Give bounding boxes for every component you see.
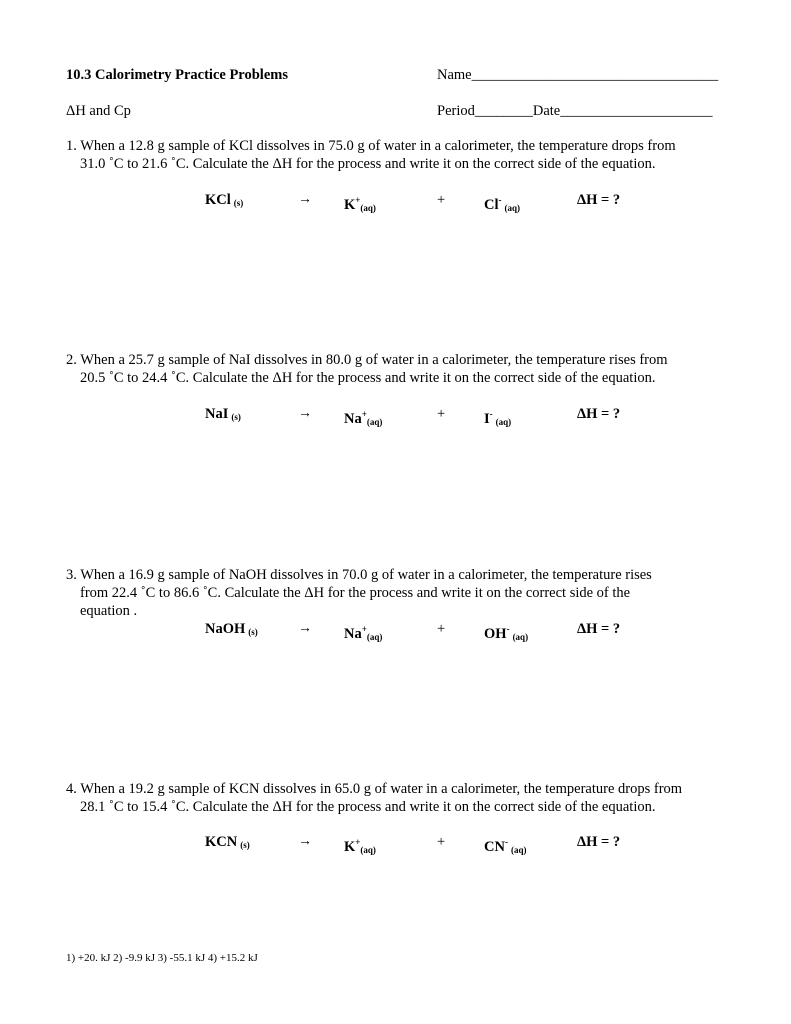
anion-product: $CN^-_{(aq)}$ [484, 837, 527, 855]
problem-3-line-3: equation . [80, 603, 138, 619]
delta-h-unknown: ΔH = ? [577, 192, 621, 208]
problem-3-line-2: from 22.4 ˚C to 86.6 ˚C. Calculate the ΔH for the process and write it on the correct side of the [80, 585, 631, 601]
period-date-label: Period________Date_____________________ [437, 103, 713, 119]
reaction-arrow: → [298, 834, 312, 849]
problem-1-line-2: 31.0 ˚C to 21.6 ˚C. Calculate the ΔH for the process and write it on the correct side of the equation. [80, 156, 656, 172]
problem-4-line-1: 4. When a 19.2 g sample of KCN dissolves in 65.0 g of water in a calorimeter, the temperature drops from [66, 781, 683, 797]
reactant: KCl $_{(s)}$ [205, 192, 244, 208]
problem-2-line-2: 20.5 ˚C to 24.4 ˚C. Calculate the ΔH for the process and write it on the correct side of the equation. [80, 370, 656, 386]
problem-2-line-1: 2. When a 25.7 g sample of NaI dissolves in 80.0 g of water in a calorimeter, the temperature rises from [66, 352, 668, 368]
delta-h-unknown: ΔH = ? [577, 834, 621, 850]
problem-1-text [66, 137, 736, 173]
problem-3-line-1: 3. When a 16.9 g sample of NaOH dissolves in 70.0 g of water in a calorimeter, the temperature rises [66, 567, 652, 583]
subtitle-delta-h: ΔH [66, 103, 86, 119]
plus-sign: + [437, 834, 446, 850]
reaction-arrow: → [298, 406, 312, 421]
anion-product: $OH^-_{(aq)}$ [484, 624, 529, 642]
delta-h-unknown: ΔH = ? [577, 406, 621, 422]
anion-product: $Cl^-_{(aq)}$ [484, 195, 520, 213]
problem-2-text [66, 351, 736, 387]
problem-4-text [66, 780, 736, 816]
anion-product: $I^-_{(aq)}$ [484, 409, 512, 427]
worksheet-subtitle [66, 102, 131, 120]
reactant: KCN $_{(s)}$ [205, 834, 250, 850]
cation-product: K+(aq) [344, 195, 376, 213]
plus-sign: + [437, 192, 446, 208]
reactant: NaI $_{(s)}$ [205, 406, 241, 422]
answer-key: 1) +20. kJ 2) -9.9 kJ 3) -55.1 kJ 4) +15.2 kJ [66, 952, 258, 964]
subtitle-cp: and Cp [85, 103, 131, 119]
cation-product: Na+(aq) [344, 409, 383, 427]
cation-product: K+(aq) [344, 837, 376, 855]
cation-product: Na+(aq) [344, 624, 383, 642]
problem-2-equation [0, 404, 791, 427]
problem-3-text [66, 566, 736, 620]
plus-sign: + [437, 406, 446, 422]
problem-3-equation [0, 619, 791, 642]
reaction-arrow: → [298, 621, 312, 636]
reactant: NaOH $_{(s)}$ [205, 621, 258, 637]
problem-4-equation [0, 832, 791, 855]
problem-4-line-2: 28.1 ˚C to 15.4 ˚C. Calculate the ΔH for the process and write it on the correct side of the equation. [80, 799, 656, 815]
name-field-label: Name__________________________________ [437, 67, 719, 83]
problem-1-equation [0, 190, 791, 213]
reaction-arrow: → [298, 192, 312, 207]
worksheet-title: 10.3 Calorimetry Practice Problems [66, 67, 288, 83]
problem-1-line-1: 1. When a 12.8 g sample of KCl dissolves in 75.0 g of water in a calorimeter, the temperature drops from [66, 138, 676, 154]
plus-sign: + [437, 621, 446, 637]
delta-h-unknown: ΔH = ? [577, 621, 621, 637]
